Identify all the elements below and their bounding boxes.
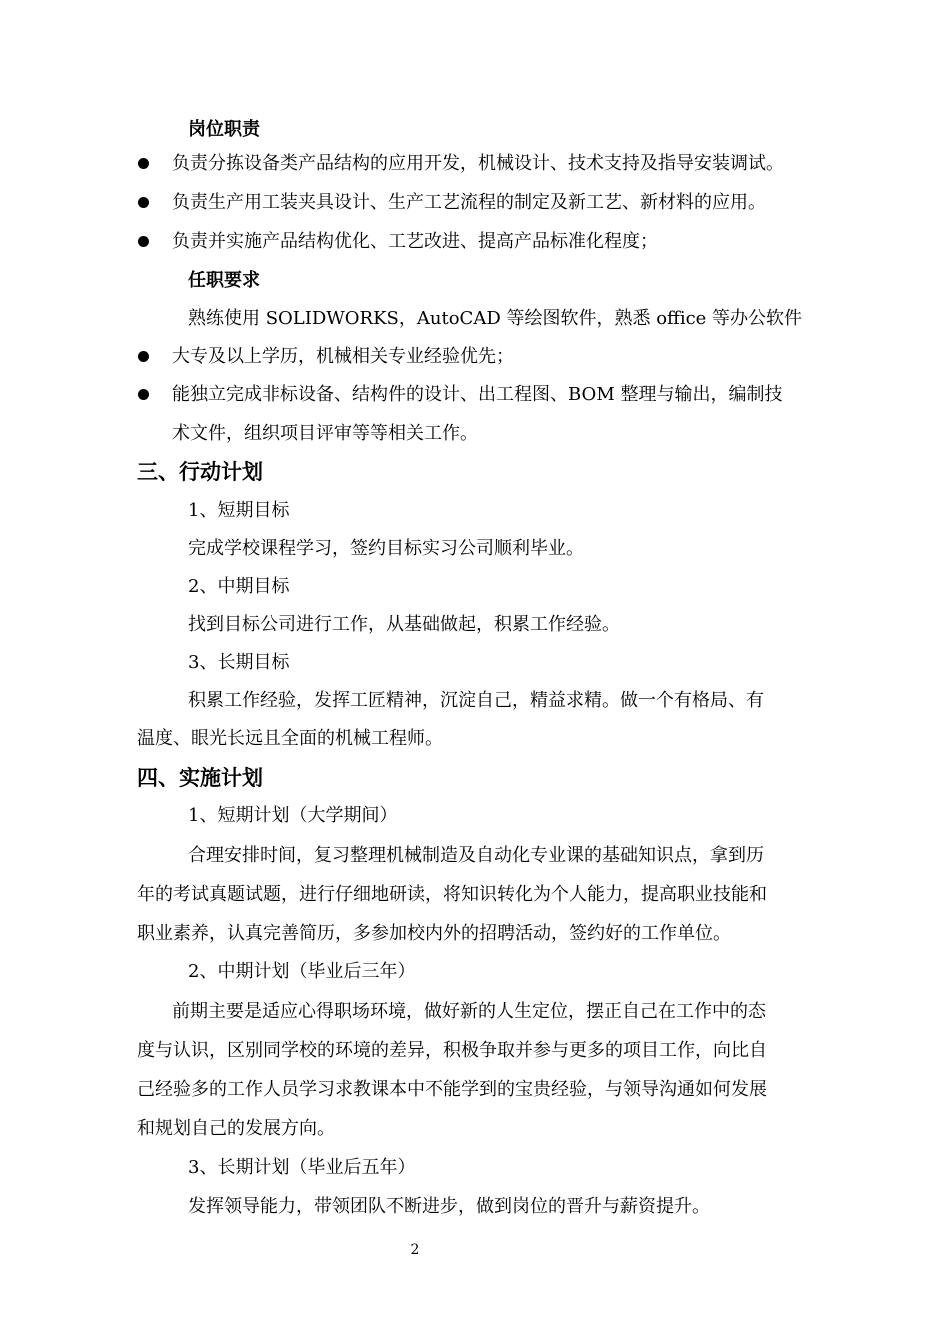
paragraph: 完成学校课程学习，签约目标实习公司顺利毕业。 — [188, 538, 584, 559]
bullet-icon — [138, 197, 149, 208]
requirement-item: 能独立完成非标设备、结构件的设计、出工程图、BOM 整理与输出，编制技 — [172, 384, 783, 405]
section-heading: 三、行动计划 — [137, 460, 263, 484]
subsection-title: 3、长期目标 — [188, 652, 290, 673]
paragraph: 年的考试真题试题，进行仔细地研读，将知识转化为个人能力，提高职业技能和 — [137, 884, 767, 905]
paragraph: 前期主要是适应心得职场环境，做好新的人生定位，摆正自己在工作中的态 — [172, 1001, 766, 1022]
paragraph: 己经验多的工作人员学习求教课本中不能学到的宝贵经验，与领导沟通如何发展 — [137, 1079, 767, 1100]
bullet-icon — [138, 351, 149, 362]
bullet-icon — [138, 389, 149, 400]
paragraph: 发挥领导能力，带领团队不断进步，做到岗位的晋升与薪资提升。 — [188, 1196, 710, 1217]
requirements-heading: 任职要求 — [188, 270, 260, 291]
page-number: 2 — [410, 1242, 420, 1258]
section-heading: 四、实施计划 — [137, 766, 263, 790]
duties-heading: 岗位职责 — [188, 119, 260, 140]
subsection-title: 1、短期目标 — [188, 500, 290, 521]
paragraph: 合理安排时间，复习整理机械制造及自动化专业课的基础知识点，拿到历 — [188, 845, 764, 866]
paragraph: 找到目标公司进行工作，从基础做起，积累工作经验。 — [188, 614, 620, 635]
subsection-title: 2、中期计划（毕业后三年） — [188, 961, 416, 982]
subsection-title: 2、中期目标 — [188, 576, 290, 597]
bullet-icon — [138, 158, 149, 169]
paragraph: 积累工作经验，发挥工匠精神，沉淀自己，精益求精。做一个有格局、有 — [188, 690, 764, 711]
requirements-intro: 熟练使用 SOLIDWORKS，AutoCAD 等绘图软件，熟悉 office 等办公软件 — [188, 308, 803, 329]
subsection-title: 3、长期计划（毕业后五年） — [188, 1157, 416, 1178]
subsection-title: 1、短期计划（大学期间） — [188, 805, 398, 826]
duty-item: 负责生产用工装夹具设计、生产工艺流程的制定及新工艺、新材料的应用。 — [172, 192, 766, 213]
duty-item: 负责分拣设备类产品结构的应用开发，机械设计、技术支持及指导安装调试。 — [172, 153, 784, 174]
bullet-icon — [138, 236, 149, 247]
paragraph: 和规划自己的发展方向。 — [137, 1118, 335, 1139]
paragraph: 度与认识，区别同学校的环境的差异，积极争取并参与更多的项目工作，向比自 — [137, 1040, 767, 1061]
duty-item: 负责并实施产品结构优化、工艺改进、提高产品标准化程度； — [172, 231, 658, 252]
paragraph: 温度、眼光长远且全面的机械工程师。 — [137, 728, 443, 749]
requirement-item: 大专及以上学历，机械相关专业经验优先； — [172, 346, 514, 367]
requirement-continuation: 术文件，组织项目评审等等相关工作。 — [172, 423, 478, 444]
paragraph: 职业素养，认真完善简历，多参加校内外的招聘活动，签约好的工作单位。 — [137, 923, 731, 944]
